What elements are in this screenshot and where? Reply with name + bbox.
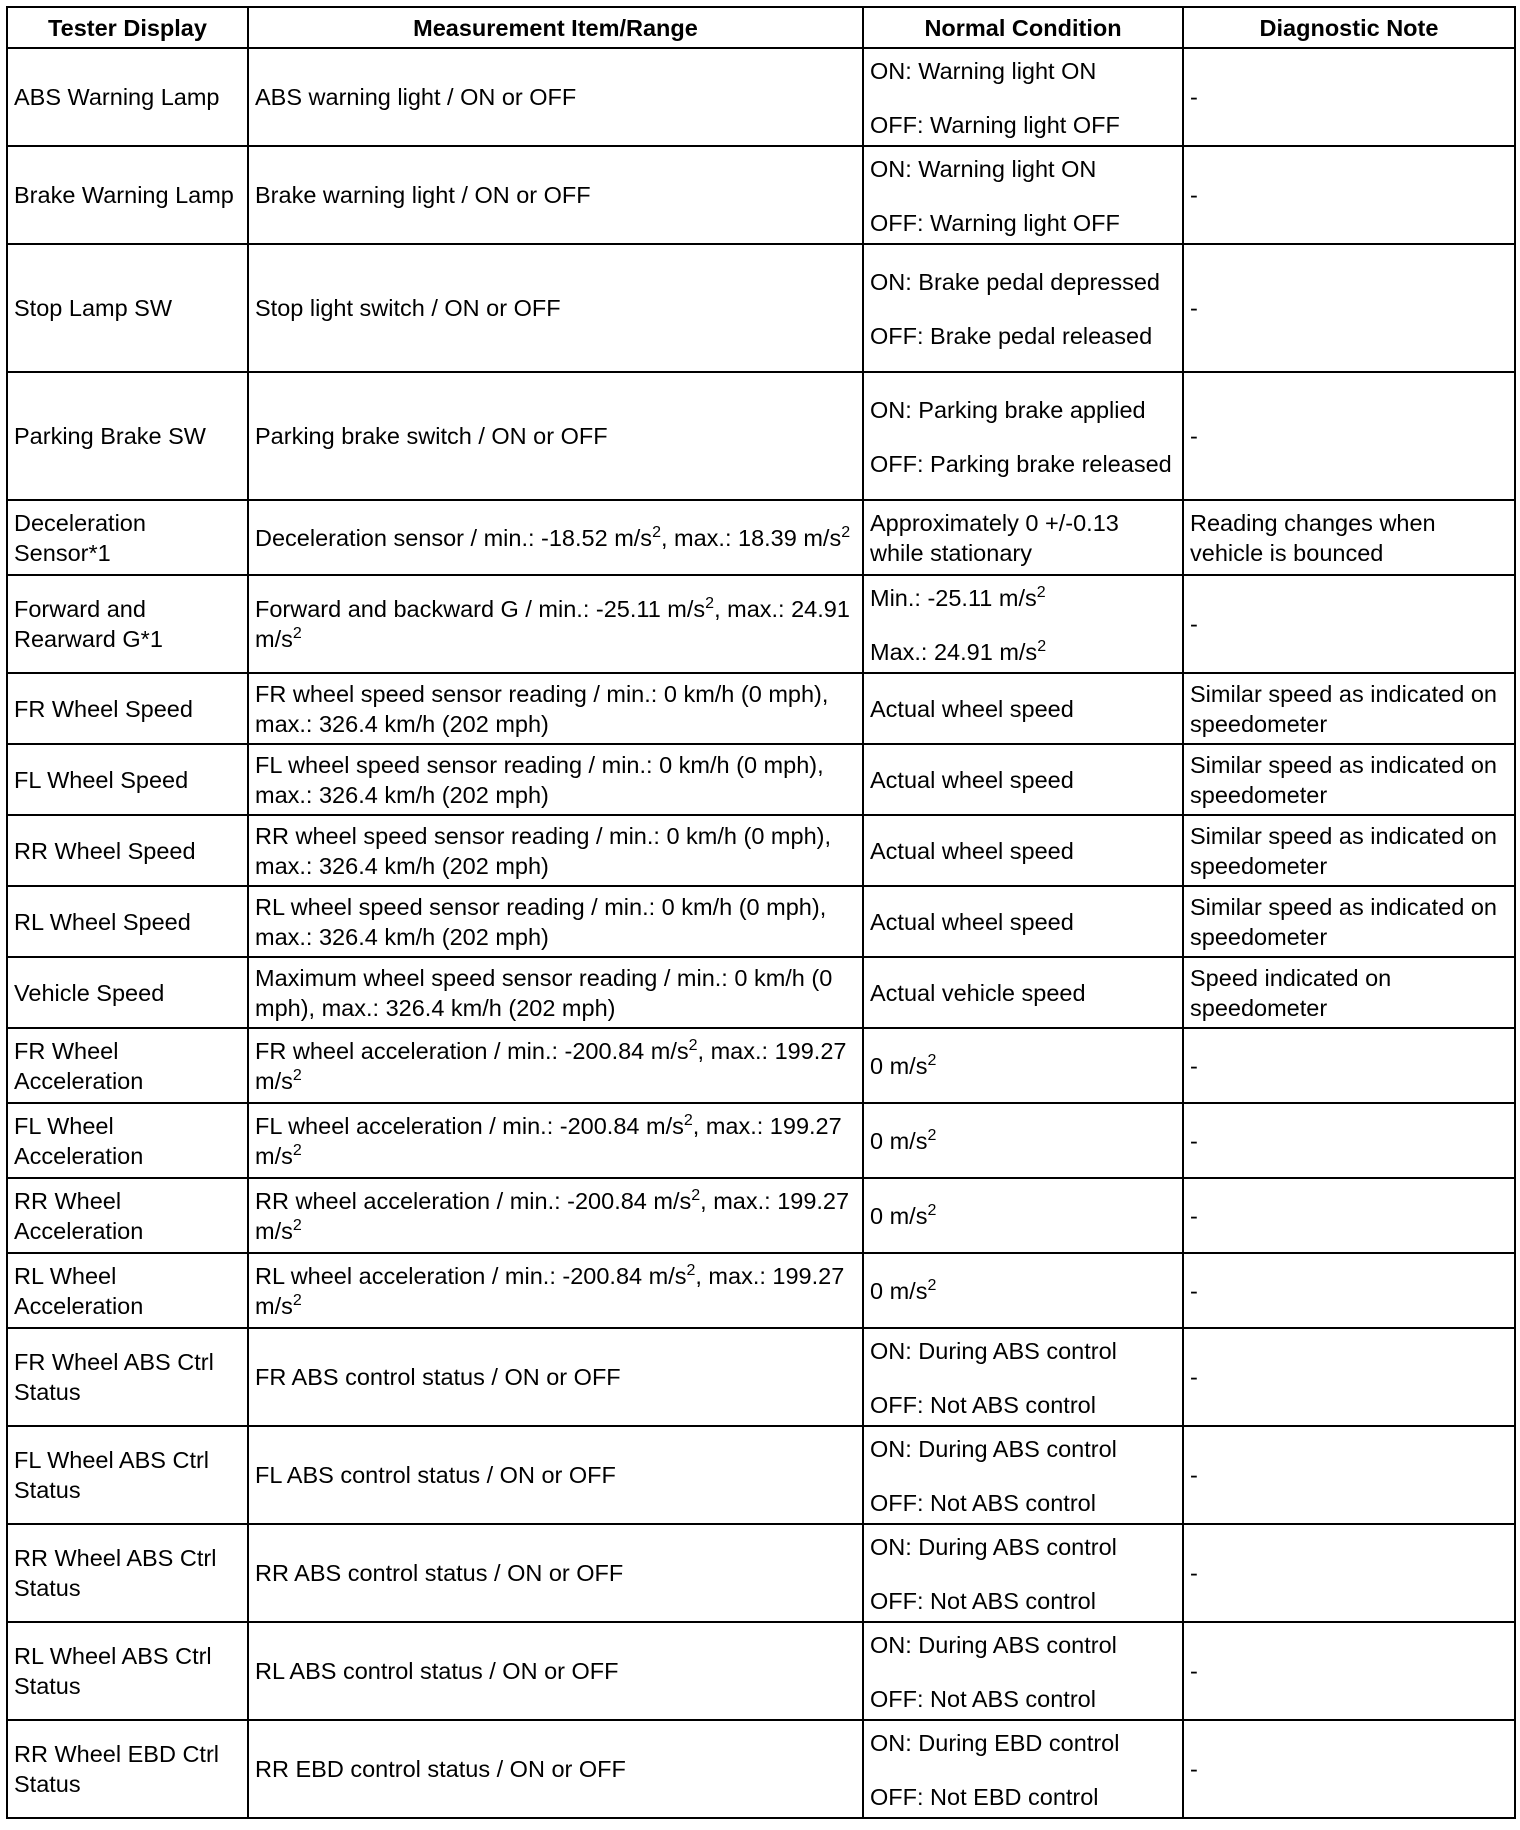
condition-on: ON: During ABS control: [870, 1338, 1117, 1364]
measurement-item-cell: FR wheel speed sensor reading / min.: 0 km/h (0 mph), max.: 326.4 km/h (202 mph): [248, 673, 863, 744]
tester-display-cell: Stop Lamp SW: [7, 244, 248, 372]
item-text: , max.: 18.39 m/s: [660, 524, 842, 551]
condition-off: OFF: Brake pedal released: [870, 323, 1153, 349]
item-text: , max.: 199.27 m/s: [255, 1112, 842, 1169]
condition-on: ON: During ABS control: [870, 1436, 1117, 1462]
condition-off: OFF: Warning light OFF: [870, 112, 1120, 138]
table-row: [7, 1426, 1515, 1524]
diagnostic-note-cell: -: [1183, 1622, 1515, 1720]
normal-condition-cell: [863, 1622, 1183, 1720]
condition-off: OFF: Parking brake released: [870, 451, 1172, 477]
normal-condition-cell: Actual wheel speed: [863, 886, 1183, 957]
normal-condition-cell: [863, 1328, 1183, 1426]
table-row: [7, 1178, 1515, 1253]
item-text: , max.: 199.27 m/s: [255, 1262, 845, 1319]
superscript: 2: [292, 625, 302, 642]
diagnostic-note-cell: -: [1183, 1028, 1515, 1103]
tester-display-cell: FL Wheel Acceleration: [7, 1103, 248, 1178]
measurement-item-cell: Brake warning light / ON or OFF: [248, 146, 863, 244]
table-row: [7, 815, 1515, 886]
condition-on: ON: Parking brake applied: [870, 397, 1146, 423]
diagnostic-note-cell: -: [1183, 244, 1515, 372]
measurement-item-cell: RL wheel speed sensor reading / min.: 0 km/h (0 mph), max.: 326.4 km/h (202 mph): [248, 886, 863, 957]
tester-display-cell: Brake Warning Lamp: [7, 146, 248, 244]
normal-condition-cell: Actual vehicle speed: [863, 957, 1183, 1028]
normal-condition-cell: [863, 48, 1183, 146]
condition-on: ON: During ABS control: [870, 1534, 1117, 1560]
measurement-item-cell: [248, 1253, 863, 1328]
table-row: [7, 146, 1515, 244]
superscript: 2: [1037, 638, 1047, 655]
tester-display-cell: RR Wheel Speed: [7, 815, 248, 886]
condition-min: [870, 581, 1176, 613]
tester-display-cell: Parking Brake SW: [7, 372, 248, 500]
measurement-item-cell: FL wheel speed sensor reading / min.: 0 km/h (0 mph), max.: 326.4 km/h (202 mph): [248, 744, 863, 815]
condition-on: ON: During ABS control: [870, 1632, 1117, 1658]
superscript: 2: [292, 1291, 302, 1309]
superscript: 2: [927, 1201, 937, 1219]
tester-display-cell: FL Wheel Speed: [7, 744, 248, 815]
table-row: [7, 1524, 1515, 1622]
condition-text: 0 m/s: [870, 1202, 928, 1229]
superscript: 2: [683, 1111, 693, 1129]
condition-on: ON: Warning light ON: [870, 58, 1097, 84]
normal-condition-cell: Approximately 0 +/-0.13 while stationary: [863, 500, 1183, 575]
superscript: 2: [1036, 584, 1046, 601]
item-text: Forward and backward G / min.: -25.11 m/s: [255, 596, 706, 622]
diagnostic-note-cell: Similar speed as indicated on speedometer: [1183, 673, 1515, 744]
measurement-item-cell: RL ABS control status / ON or OFF: [248, 1622, 863, 1720]
tester-display-cell: RL Wheel Acceleration: [7, 1253, 248, 1328]
tester-display-cell: RR Wheel ABS Ctrl Status: [7, 1524, 248, 1622]
measurement-item-cell: Parking brake switch / ON or OFF: [248, 372, 863, 500]
item-text: , max.: 24.91 m/s: [255, 596, 850, 652]
measurement-item-cell: ABS warning light / ON or OFF: [248, 48, 863, 146]
condition-off: OFF: Not ABS control: [870, 1392, 1096, 1418]
item-text: Deceleration sensor / min.: -18.52 m/s: [255, 524, 653, 551]
header-diagnostic-note: Diagnostic Note: [1183, 7, 1515, 48]
diagnostic-note-cell: Similar speed as indicated on speedometer: [1183, 744, 1515, 815]
condition-text: 0 m/s: [870, 1052, 928, 1079]
table-row: [7, 1720, 1515, 1818]
superscript: 2: [691, 1186, 701, 1204]
normal-condition-cell: Actual wheel speed: [863, 744, 1183, 815]
condition-text: Min.: -25.11 m/s: [870, 585, 1037, 611]
normal-condition-cell: [863, 1178, 1183, 1253]
diagnostic-note-cell: -: [1183, 1103, 1515, 1178]
measurement-item-cell: FL ABS control status / ON or OFF: [248, 1426, 863, 1524]
normal-condition-cell: Actual wheel speed: [863, 815, 1183, 886]
superscript: 2: [841, 523, 851, 541]
tester-display-cell: FR Wheel ABS Ctrl Status: [7, 1328, 248, 1426]
measurement-item-cell: FR ABS control status / ON or OFF: [248, 1328, 863, 1426]
table-row: [7, 575, 1515, 673]
measurement-item-cell: [248, 500, 863, 575]
condition-on: ON: Brake pedal depressed: [870, 269, 1160, 295]
table-row: [7, 1103, 1515, 1178]
normal-condition-cell: [863, 1524, 1183, 1622]
measurement-item-cell: [248, 1028, 863, 1103]
diagnostic-note-cell: Similar speed as indicated on speedometer: [1183, 815, 1515, 886]
table-row: [7, 886, 1515, 957]
condition-text: 0 m/s: [870, 1277, 928, 1304]
item-text: , max.: 199.27 m/s: [255, 1187, 850, 1244]
diagnostic-note-cell: Similar speed as indicated on speedometer: [1183, 886, 1515, 957]
measurement-item-cell: [248, 1103, 863, 1178]
tester-display-cell: RL Wheel ABS Ctrl Status: [7, 1622, 248, 1720]
diagnostic-note-cell: -: [1183, 1426, 1515, 1524]
item-text: RL wheel acceleration / min.: -200.84 m/s: [255, 1262, 687, 1289]
superscript: 2: [292, 1216, 302, 1234]
condition-off: OFF: Warning light OFF: [870, 210, 1120, 236]
table-row: [7, 244, 1515, 372]
condition-off: OFF: Not ABS control: [870, 1490, 1096, 1516]
tester-display-cell: Deceleration Sensor*1: [7, 500, 248, 575]
superscript: 2: [688, 1036, 698, 1054]
superscript: 2: [927, 1276, 937, 1294]
condition-on: ON: Warning light ON: [870, 156, 1097, 182]
tester-display-cell: RR Wheel Acceleration: [7, 1178, 248, 1253]
superscript: 2: [292, 1141, 302, 1159]
diagnostic-note-cell: -: [1183, 48, 1515, 146]
condition-text: 0 m/s: [870, 1127, 928, 1154]
diagnostic-note-cell: -: [1183, 1253, 1515, 1328]
measurement-item-cell: RR wheel speed sensor reading / min.: 0 km/h (0 mph), max.: 326.4 km/h (202 mph): [248, 815, 863, 886]
item-text: FR wheel acceleration / min.: -200.84 m/s: [255, 1037, 689, 1064]
condition-on: ON: During EBD control: [870, 1730, 1120, 1756]
measurement-item-cell: RR ABS control status / ON or OFF: [248, 1524, 863, 1622]
item-text: RR wheel acceleration / min.: -200.84 m/s: [255, 1187, 692, 1214]
table-row: [7, 48, 1515, 146]
header-normal-condition: Normal Condition: [863, 7, 1183, 48]
tester-display-cell: FR Wheel Acceleration: [7, 1028, 248, 1103]
table-row: [7, 372, 1515, 500]
normal-condition-cell: [863, 1253, 1183, 1328]
diagnostic-note-cell: -: [1183, 1524, 1515, 1622]
tester-display-cell: ABS Warning Lamp: [7, 48, 248, 146]
condition-max: [870, 637, 1176, 667]
diagnostic-note-cell: -: [1183, 575, 1515, 673]
header-row: [7, 7, 1515, 48]
measurement-item-cell: RR EBD control status / ON or OFF: [248, 1720, 863, 1818]
normal-condition-cell: [863, 1028, 1183, 1103]
diagnostic-note-cell: -: [1183, 372, 1515, 500]
table-row: [7, 1328, 1515, 1426]
diagnostic-note-cell: -: [1183, 1178, 1515, 1253]
superscript: 2: [927, 1126, 937, 1144]
table-row: [7, 500, 1515, 575]
superscript: 2: [927, 1051, 937, 1069]
normal-condition-cell: [863, 1720, 1183, 1818]
diagnostic-note-cell: -: [1183, 146, 1515, 244]
condition-off: OFF: Not ABS control: [870, 1588, 1096, 1614]
tester-display-cell: RR Wheel EBD Ctrl Status: [7, 1720, 248, 1818]
normal-condition-cell: [863, 575, 1183, 673]
diagnostic-note-cell: -: [1183, 1328, 1515, 1426]
diagnostic-note-cell: -: [1183, 1720, 1515, 1818]
tester-display-cell: Forward and Rearward G*1: [7, 575, 248, 673]
table-row: [7, 1028, 1515, 1103]
header-measurement-item: Measurement Item/Range: [248, 7, 863, 48]
tester-display-cell: Vehicle Speed: [7, 957, 248, 1028]
superscript: 2: [705, 595, 715, 612]
condition-text: Max.: 24.91 m/s: [870, 639, 1038, 665]
measurement-item-cell: [248, 575, 863, 673]
tester-display-cell: RL Wheel Speed: [7, 886, 248, 957]
measurement-item-cell: Stop light switch / ON or OFF: [248, 244, 863, 372]
normal-condition-cell: [863, 1103, 1183, 1178]
normal-condition-cell: [863, 244, 1183, 372]
diagnostic-note-cell: Reading changes when vehicle is bounced: [1183, 500, 1515, 575]
measurement-item-cell: [248, 1178, 863, 1253]
item-text: FL wheel acceleration / min.: -200.84 m/s: [255, 1112, 684, 1139]
measurement-item-cell: Maximum wheel speed sensor reading / min.: 0 km/h (0 mph), max.: 326.4 km/h (202 mph): [248, 957, 863, 1028]
tester-display-cell: FR Wheel Speed: [7, 673, 248, 744]
normal-condition-cell: [863, 372, 1183, 500]
table-row: [7, 1253, 1515, 1328]
superscript: 2: [292, 1066, 302, 1084]
table-row: [7, 1622, 1515, 1720]
tester-display-cell: FL Wheel ABS Ctrl Status: [7, 1426, 248, 1524]
header-tester-display: Tester Display: [7, 7, 248, 48]
table-row: [7, 673, 1515, 744]
table-row: [7, 744, 1515, 815]
diagnostic-note-cell: Speed indicated on speedometer: [1183, 957, 1515, 1028]
condition-off: OFF: Not ABS control: [870, 1686, 1096, 1712]
normal-condition-cell: Actual wheel speed: [863, 673, 1183, 744]
superscript: 2: [652, 523, 661, 541]
superscript: 2: [686, 1261, 696, 1279]
condition-off: OFF: Not EBD control: [870, 1784, 1099, 1810]
tester-data-table: [6, 6, 1516, 1819]
table-row: [7, 957, 1515, 1028]
normal-condition-cell: [863, 1426, 1183, 1524]
item-text: , max.: 199.27 m/s: [255, 1037, 847, 1094]
normal-condition-cell: [863, 146, 1183, 244]
